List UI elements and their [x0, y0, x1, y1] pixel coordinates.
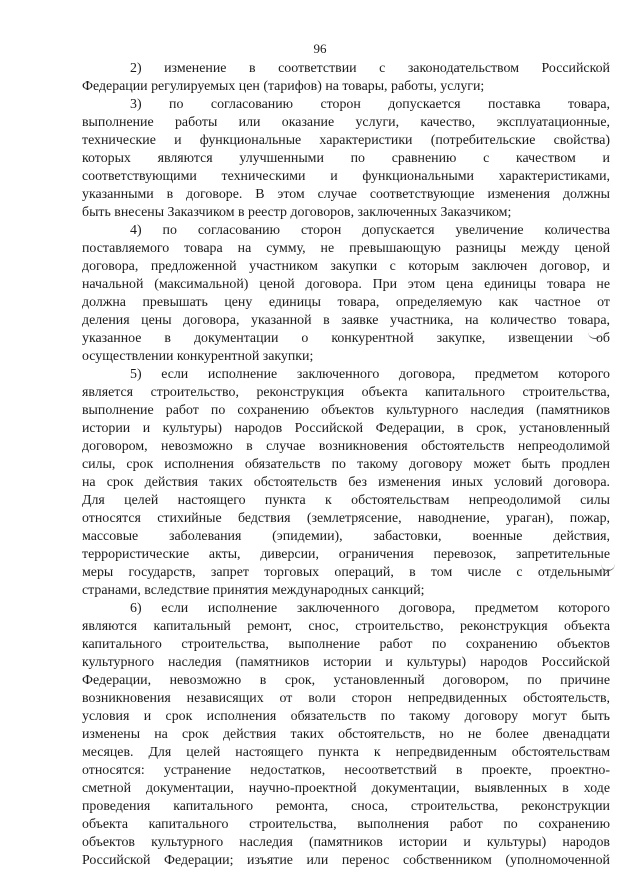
paragraph-line: Российской Федерации; изъятие или перенос собственником (уполномоченной — [82, 853, 610, 868]
paragraph-line: Для целей настоящего пункта к обстоятельствам непреодолимой силы — [82, 493, 610, 508]
paragraph-line: относятся: устранение недостатков, несоответствий в проекте, проектно- — [82, 763, 610, 778]
paragraph-line: истории и культуры) народов Российской Федерации, в срок, установленный — [82, 421, 610, 436]
paragraph-line: выполнение работ по сохранению объектов культурного наследия (памятников — [82, 403, 610, 418]
paragraph-line: которых являются улучшенными по сравнению с качеством и — [82, 151, 610, 166]
document-body — [82, 60, 610, 870]
paragraph-line: договора, предложенной участником закупки с которым заключен договор, и — [82, 259, 610, 274]
paragraph-line: условия и срок исполнения обязательств по такому договору могут быть — [82, 709, 610, 724]
paragraph-line: осуществлении конкурентной закупки; — [82, 349, 314, 364]
paragraph-line: должна превышать цену единицы товара, определяемую как частное от — [82, 295, 610, 310]
paragraph-line: возникновения независящих от воли сторон непредвиденных обстоятельств, — [82, 691, 610, 706]
paragraph-line: начальной (максимальной) ценой договора. При этом цена единицы товара не — [82, 277, 610, 292]
paragraph-line: являются капитальный ремонт, снос, строительство, реконструкция объекта — [82, 619, 610, 634]
paragraph-line: объекта капитального строительства, выполнения работ по сохранению — [82, 817, 610, 832]
paragraph-line: Федерации регулируемых цен (тарифов) на товары, работы, услуги; — [82, 79, 485, 94]
paragraph-line: является строительство, реконструкция объекта капитального строительства, — [82, 385, 610, 400]
paragraph-line: 4) по согласованию сторон допускается увеличение количества — [130, 223, 610, 238]
paragraph-line: 3) по согласованию сторон допускается поставка товара, — [130, 97, 610, 112]
paragraph-line: культурного наследия (памятников истории и культуры) народов Российской — [82, 655, 610, 670]
paragraph-line: соответствующими техническими и функциональными характеристиками, — [82, 169, 610, 184]
paragraph-line: деления цены договора, указанной в заявке участника, на количество товара, — [82, 313, 610, 328]
paragraph-line: указанное в документации о конкурентной закупке, извещении об — [82, 331, 610, 346]
paragraph-line: проведения капитального ремонта, сноса, строительства, реконструкции — [82, 799, 610, 814]
paragraph-line: террористические акты, диверсии, ограничения перевозок, запретительные — [82, 547, 610, 562]
paragraph-line: странами, вследствие принятия международных санкций; — [82, 583, 425, 598]
paragraph-line: технические и функциональные характеристики (потребительские свойства) — [82, 133, 610, 148]
paragraph-line: поставляемого товара на сумму, не превышающую разницы между ценой — [82, 241, 610, 256]
paragraph-line: капитального строительства, выполнение работ по сохранению объектов — [82, 637, 610, 652]
paragraph-line: силы, срок исполнения обязательств по такому договору может быть продлен — [82, 457, 610, 472]
paragraph-line: изменены на срок действия таких обстоятельств, но не более двенадцати — [82, 727, 610, 742]
paragraph-line: договором, невозможно в случае возникновения обстоятельств непреодолимой — [82, 439, 610, 454]
paragraph-line: Федерации, невозможно в срок, установленный договором, по причине — [82, 673, 610, 688]
paragraph-line: быть внесены Заказчиком в реестр договоров, заключенных Заказчиком; — [82, 205, 512, 220]
paragraph-line: указанными в договоре. В этом случае соответствующие изменения должны — [82, 187, 610, 202]
page-number: 96 — [313, 41, 327, 56]
paragraph-line: меры государств, запрет торговых операций, в том числе с отдельными — [82, 565, 610, 580]
paragraph-line: относятся стихийные бедствия (землетрясение, наводнение, ураган), пожар, — [82, 511, 610, 526]
paragraph-line: 2) изменение в соответствии с законодательством Российской — [130, 61, 610, 76]
paragraph-line: месяцев. Для целей настоящего пункта к непредвиденным обстоятельствам — [82, 745, 610, 760]
paragraph-line: объектов культурного наследия (памятников истории и культуры) народов — [82, 835, 610, 850]
paragraph-line: на срок действия таких обстоятельств без изменения иных условий договора. — [82, 475, 610, 490]
paragraph-line: выполнение работы или оказание услуги, качество, эксплуатационные, — [82, 115, 610, 130]
paragraph-line: массовые заболевания (эпидемии), забастовки, военные действия, — [82, 529, 610, 544]
paragraph-line: 6) если исполнение заключенного договора, предметом которого — [130, 601, 610, 616]
paragraph-line: 5) если исполнение заключенного договора, предметом которого — [130, 367, 610, 382]
paragraph-line: сметной документации, научно-проектной документации, выявленных в ходе — [82, 781, 610, 796]
